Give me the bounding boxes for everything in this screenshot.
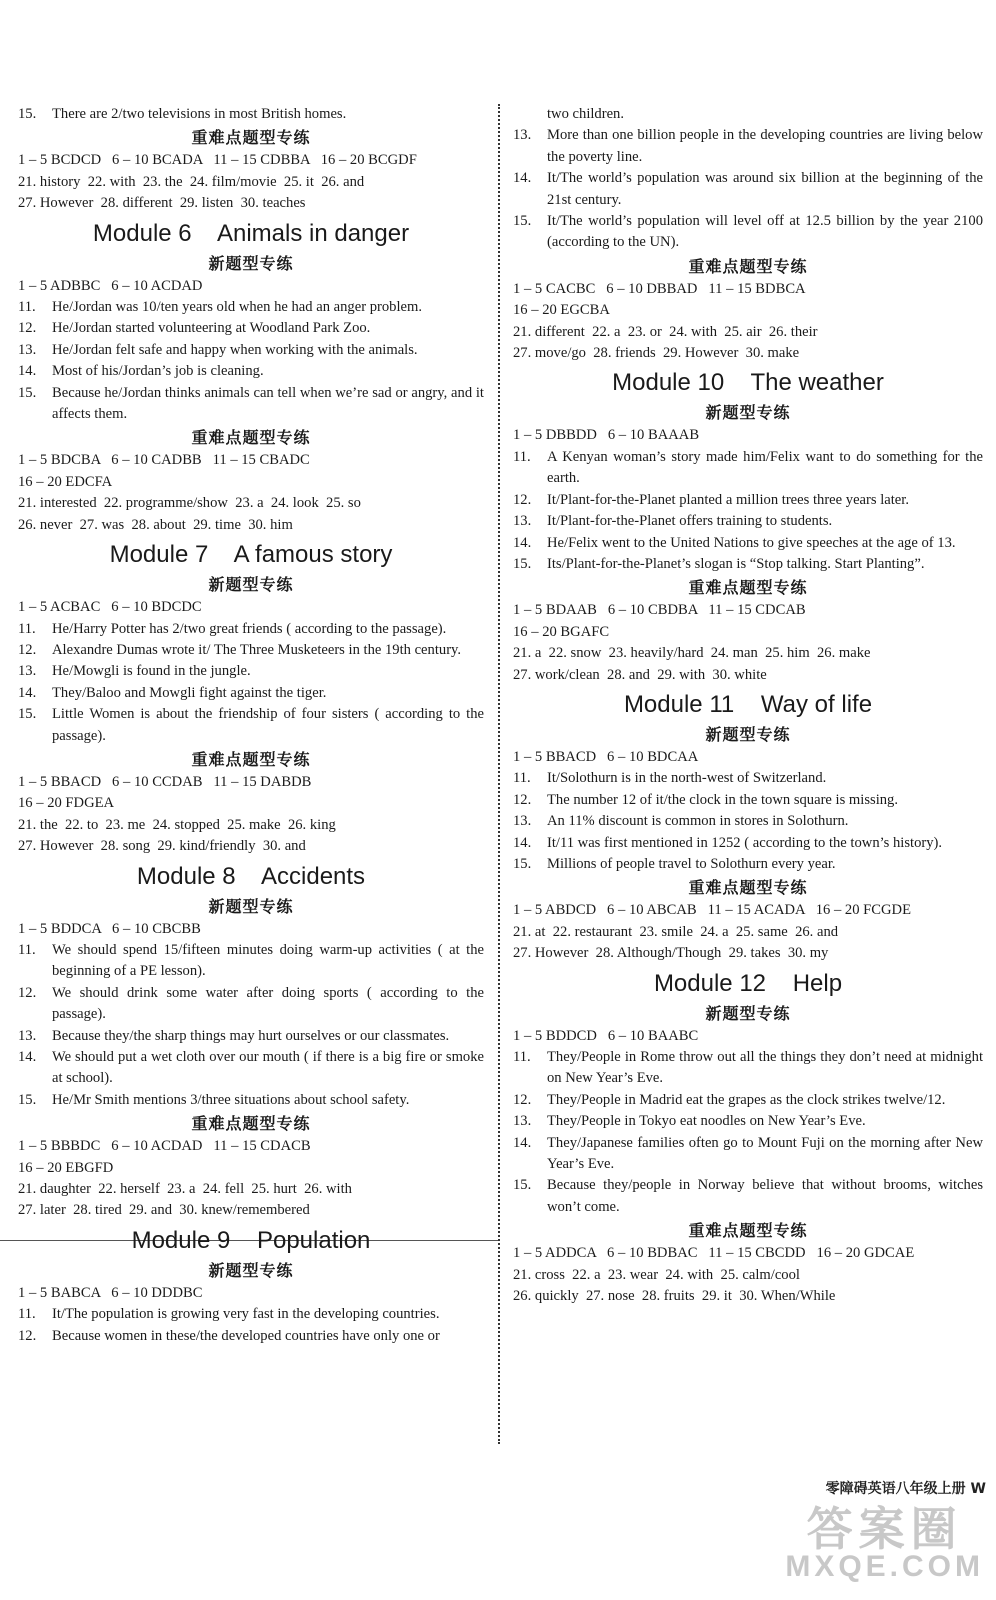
section-heading: 新题型专练 <box>208 896 294 916</box>
answer-line: 1 – 5 BCDCD 6 – 10 BCADA 11 – 15 CDBBA 16 – 20 BCGDF <box>18 152 417 169</box>
module-title: Module 8 Accidents <box>136 862 366 890</box>
answer-line: 21. the 22. to 23. me 24. stopped 25. make 26. king <box>18 816 336 833</box>
answer-item: 14. It/11 was first mentioned in 1252 ( according to the town’s history). <box>513 834 943 851</box>
module-title: Module 11 Way of life <box>623 690 873 718</box>
watermark-top: 答案圈 <box>806 1503 963 1555</box>
answer-line: 1 – 5 BDDCD 6 – 10 BAABC <box>513 1027 699 1044</box>
section-heading: 重难点题型专练 <box>191 128 311 148</box>
section-heading: 新题型专练 <box>208 1260 294 1280</box>
section-heading: 新题型专练 <box>208 575 294 595</box>
watermark-logo <box>785 1503 984 1583</box>
answer-line: 16 – 20 EGCBA <box>513 302 610 319</box>
answer-line: 1 – 5 BDAAB 6 – 10 CBDBA 11 – 15 CDCAB <box>513 602 806 619</box>
answer-item: 14. He/Felix went to the United Nations to give speeches at the age of 13. <box>513 534 956 551</box>
answer-line: 1 – 5 DBBDD 6 – 10 BAAAB <box>513 427 700 444</box>
answer-item: 11. It/The population is growing very fast in the developing countries. <box>18 1306 440 1323</box>
answer-line: 27. However 28. Although/Though 29. takes 30. my <box>513 945 829 962</box>
answer-item: 12. The number 12 of it/the clock in the town square is missing. <box>513 791 898 808</box>
answer-line: 21. interested 22. programme/show 23. a 24. look 25. so <box>18 495 361 512</box>
column-divider <box>498 104 500 1444</box>
answer-line: 26. quickly 27. nose 28. fruits 29. it 30. When/While <box>513 1288 836 1305</box>
answer-line: 16 – 20 BGAFC <box>513 623 610 640</box>
answer-line: 21. different 22. a 23. or 24. with 25. air 26. their <box>513 323 818 340</box>
answer-item: 13. It/Plant-for-the-Planet offers training to students. <box>513 513 833 530</box>
section-heading: 重难点题型专练 <box>688 578 808 598</box>
answer-item: 14. We should put a wet cloth over our mouth ( if there is a big fire or smoke at school). <box>18 1049 484 1087</box>
answer-item-continued: two children. <box>547 106 625 122</box>
answer-item: 15. There are 2/two televisions in most British homes. <box>18 106 347 122</box>
section-heading: 重难点题型专练 <box>688 1221 808 1241</box>
answer-line: 1 – 5 BBBDC 6 – 10 ACDAD 11 – 15 CDACB <box>18 1138 311 1155</box>
answer-item: 13. He/Mowgli is found in the jungle. <box>18 663 251 680</box>
answer-item: 13. Because they/the sharp things may hurt ourselves or our classmates. <box>18 1027 450 1044</box>
answer-line: 26. never 27. was 28. about 29. time 30. him <box>18 516 293 533</box>
answer-item: 11. A Kenyan woman’s story made him/Felix want to do something for the earth. <box>513 448 983 487</box>
answer-item: 15. Its/Plant-for-the-Planet’s slogan is “Stop talking. Start Planting”. <box>513 555 925 572</box>
answer-line: 1 – 5 ACBAC 6 – 10 BDCDC <box>18 599 202 616</box>
left-column <box>18 104 484 1347</box>
answer-item: 13. More than one billion people in the developing countries are living below the poverty line. <box>513 127 983 165</box>
answer-item: 13. He/Jordan felt safe and happy when working with the animals. <box>18 341 418 358</box>
module-title: Module 12 Help <box>653 969 843 997</box>
answer-item: 12. Because women in these/the developed countries have only one or <box>18 1327 440 1344</box>
answer-line: 1 – 5 BDDCA 6 – 10 CBCBB <box>18 920 201 937</box>
section-heading: 新题型专练 <box>705 1003 791 1023</box>
answer-line: 16 – 20 EBGFD <box>18 1159 114 1176</box>
answer-item: 12. He/Jordan started volunteering at Woodland Park Zoo. <box>18 320 371 337</box>
module-title: Module 9 Population <box>131 1226 371 1254</box>
answer-item: 13. An 11% discount is common in stores in Solothurn. <box>513 813 849 830</box>
section-heading: 重难点题型专练 <box>688 878 808 898</box>
answer-line: 21. cross 22. a 23. wear 24. with 25. calm/cool <box>513 1266 800 1283</box>
answer-line: 1 – 5 ADBBC 6 – 10 ACDAD <box>18 277 203 294</box>
answer-item: 15. Because he/Jordan thinks animals can tell when we’re sad or angry, and it affects them. <box>18 384 484 423</box>
answer-item: 11. They/People in Rome throw out all the things they don’t need at midnight on New Year’s Eve. <box>513 1049 983 1087</box>
section-heading: 新题型专练 <box>705 724 791 744</box>
section-heading: 重难点题型专练 <box>191 428 311 448</box>
answer-item: 15. Because they/people in Norway believe that without brooms, witches won’t come. <box>513 1177 983 1215</box>
answer-line: 27. work/clean 28. and 29. with 30. white <box>513 666 767 683</box>
answer-item: 14. Most of his/Jordan’s job is cleaning. <box>18 363 264 380</box>
answer-line: 27. However 28. different 29. listen 30. teaches <box>18 195 306 212</box>
answer-line: 1 – 5 ABDCD 6 – 10 ABCAB 11 – 15 ACADA 16 – 20 FCGDE <box>513 902 911 919</box>
answer-line: 1 – 5 ADDCA 6 – 10 BDBAC 11 – 15 CBCDD 16 – 20 GDCAE <box>513 1245 915 1262</box>
answer-line: 27. later 28. tired 29. and 30. knew/remembered <box>18 1202 310 1219</box>
answer-line: 16 – 20 FDGEA <box>18 795 115 812</box>
answer-item: 13. They/People in Tokyo eat noodles on New Year’s Eve. <box>513 1113 866 1130</box>
answer-line: 1 – 5 BBACD 6 – 10 BDCAA <box>513 748 699 765</box>
answer-line: 1 – 5 BABCA 6 – 10 DDDBC <box>18 1284 203 1301</box>
answer-line: 1 – 5 CACBC 6 – 10 DBBAD 11 – 15 BDBCA <box>513 280 806 297</box>
section-heading: 重难点题型专练 <box>688 256 808 276</box>
answer-line: 27. move/go 28. friends 29. However 30. make <box>513 345 800 362</box>
answer-item: 12. They/People in Madrid eat the grapes as the clock strikes twelve/12. <box>513 1091 946 1108</box>
answer-line: 1 – 5 BDCBA 6 – 10 CADBB 11 – 15 CBADC <box>18 452 310 469</box>
section-heading: 重难点题型专练 <box>191 749 311 769</box>
answer-item: 15. He/Mr Smith mentions 3/three situations about school safety. <box>18 1091 410 1108</box>
answer-item: 11. It/Solothurn is in the north-west of Switzerland. <box>513 770 827 787</box>
watermark-bottom: MXQE.COM <box>785 1550 984 1583</box>
answer-line: 21. daughter 22. herself 23. a 24. fell 25. hurt 26. with <box>18 1181 352 1198</box>
section-heading: 重难点题型专练 <box>191 1114 311 1134</box>
answer-item: 11. We should spend 15/fifteen minutes doing warm-up activities ( at the beginning of a PE lesson). <box>18 941 484 980</box>
answer-item: 14. They/Japanese families often go to Mount Fuji on the morning after New Year’s Eve. <box>513 1134 983 1173</box>
module-title: Module 6 Animals in danger <box>92 219 410 247</box>
section-heading: 新题型专练 <box>705 403 791 423</box>
answer-item: 11. He/Jordan was 10/ten years old when he had an anger problem. <box>18 299 422 316</box>
module-title: Module 10 The weather <box>612 369 884 397</box>
section-heading: 新题型专练 <box>208 253 294 273</box>
answer-item: 15. Millions of people travel to Solothurn every year. <box>513 855 836 872</box>
answer-line: 21. at 22. restaurant 23. smile 24. a 25. same 26. and <box>513 923 839 940</box>
answer-item: 14. They/Baloo and Mowgli fight against the tiger. <box>18 684 327 701</box>
answer-line: 27. However 28. song 29. kind/friendly 30. and <box>18 838 306 855</box>
answer-item: 15. It/The world’s population will level off at 12.5 billion by the year 2100 (according to the UN). <box>513 213 983 251</box>
answer-line: 21. a 22. snow 23. heavily/hard 24. man 25. him 26. make <box>513 645 871 662</box>
answer-line: 21. history 22. with 23. the 24. film/movie 25. it 26. and <box>18 173 365 190</box>
page-footer: 零障碍英语八年级上册 W <box>825 1481 986 1497</box>
answer-item: 11. He/Harry Potter has 2/two great friends ( according to the passage). <box>18 620 447 637</box>
right-column <box>513 104 983 1307</box>
answer-line: 16 – 20 EDCFA <box>18 473 113 490</box>
answer-line: 1 – 5 BBACD 6 – 10 CCDAB 11 – 15 DABDB <box>18 773 312 790</box>
answer-item: 12. Alexandre Dumas wrote it/ The Three Musketeers in the 19th century. <box>18 641 462 658</box>
answer-item: 12. It/Plant-for-the-Planet planted a million trees three years later. <box>513 491 909 508</box>
answer-item: 12. We should drink some water after doing sports ( according to the passage). <box>18 984 484 1023</box>
module-title: Module 7 A famous story <box>109 541 393 569</box>
answer-item: 15. Little Women is about the friendship of four sisters ( according to the passage). <box>18 706 484 744</box>
answer-item: 14. It/The world’s population was around six billion at the beginning of the 21st century. <box>513 170 983 208</box>
